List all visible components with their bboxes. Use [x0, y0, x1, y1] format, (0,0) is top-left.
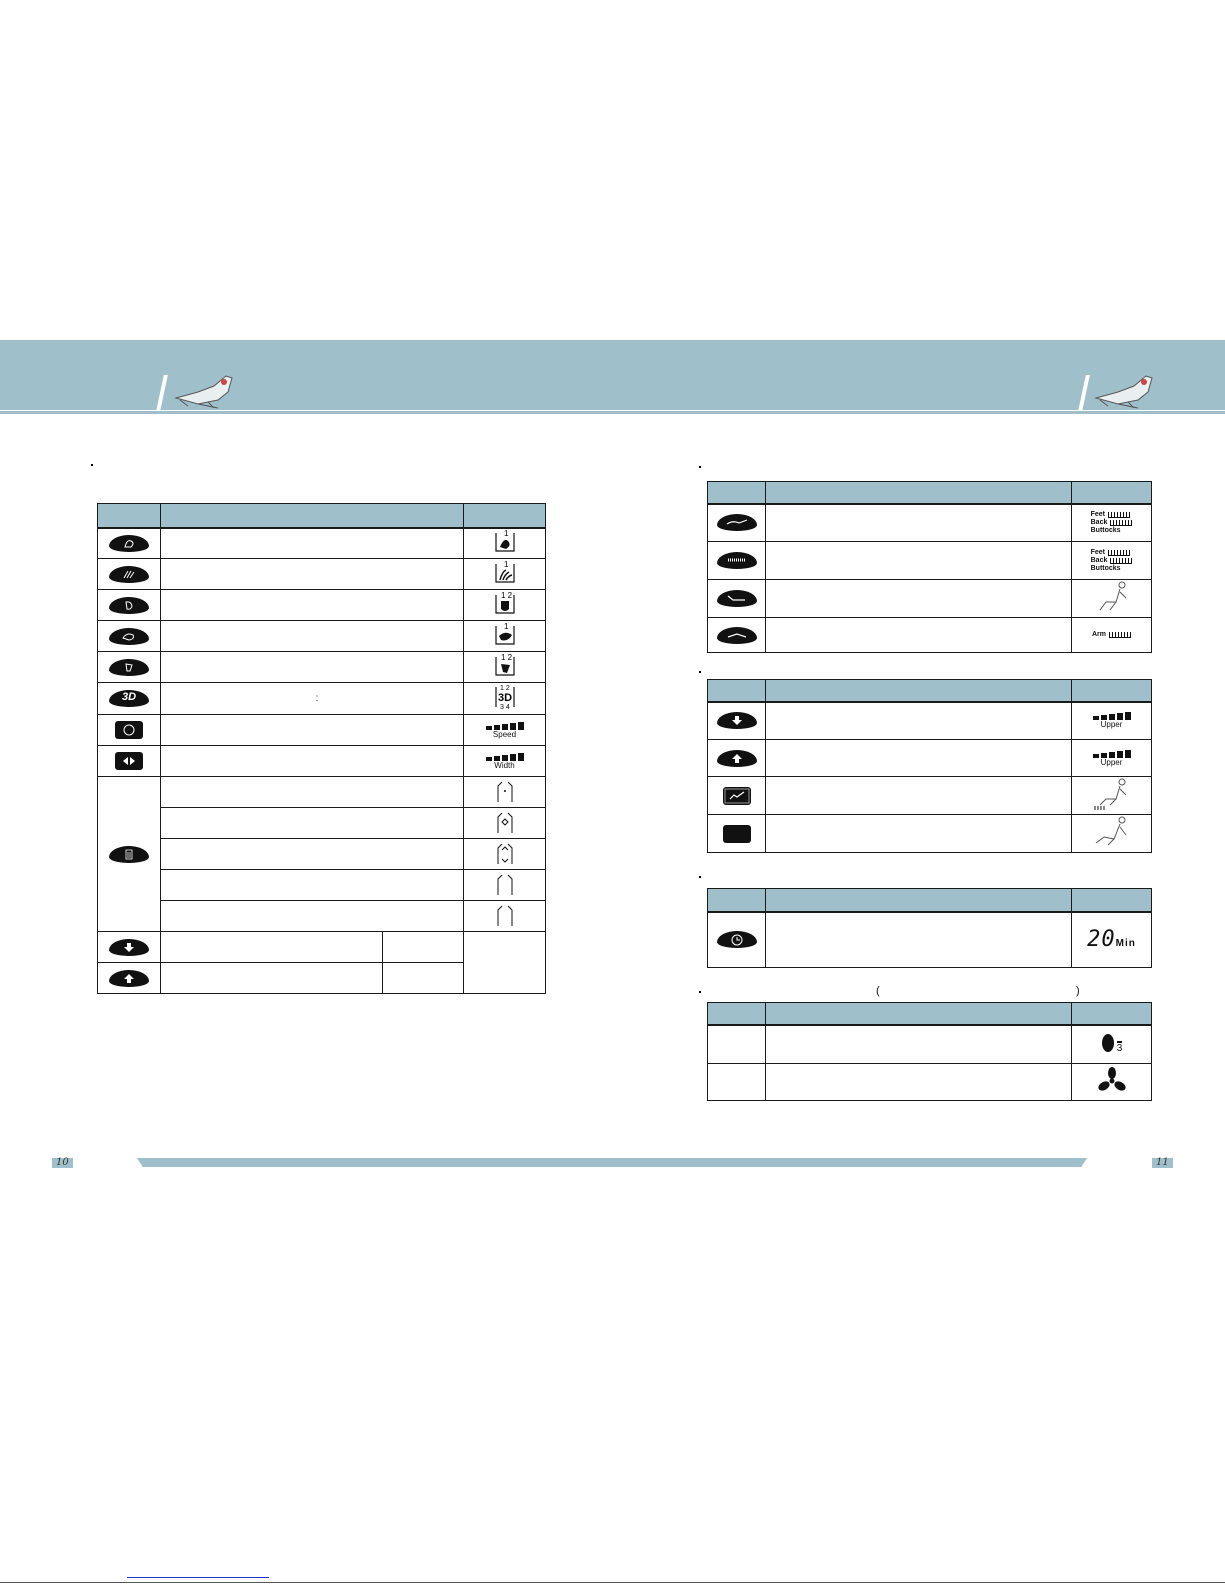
position-up-description	[161, 963, 383, 994]
header-function	[766, 1003, 1072, 1025]
svg-text:1 2: 1 2	[500, 652, 512, 662]
header-display	[1072, 1003, 1152, 1025]
svg-text:1: 1	[503, 559, 508, 569]
section-bullet	[699, 466, 701, 468]
header-rule	[0, 411, 1225, 414]
position-down-note	[383, 932, 464, 963]
airbag-intensity-button[interactable]	[717, 552, 757, 569]
shiatsu-button[interactable]	[109, 628, 149, 645]
footer-link-underline[interactable]	[127, 1577, 269, 1578]
close-paren: )	[1076, 985, 1080, 997]
svg-text:1: 1	[503, 528, 508, 538]
svg-text:1: 1	[503, 621, 508, 631]
upper-level-display-2: Upper	[1093, 749, 1131, 767]
upper-level-display-1: Upper	[1093, 711, 1131, 729]
svg-text:1 2: 1 2	[500, 590, 512, 600]
heat-fan-table	[707, 1002, 1152, 1101]
heat-description	[766, 1025, 1072, 1064]
zero-gravity-button[interactable]	[723, 825, 751, 843]
svg-text:3 4: 3 4	[499, 704, 510, 711]
airbag-full-description	[766, 504, 1072, 542]
timer-table	[707, 888, 1152, 968]
header-display	[1072, 482, 1152, 504]
clapping-description	[161, 590, 464, 621]
tapping-description	[161, 559, 464, 590]
svg-text:1 2: 1 2	[499, 685, 510, 692]
timer-button[interactable]	[717, 931, 757, 948]
recline-description	[766, 777, 1072, 815]
3d-description: :	[161, 683, 464, 715]
svg-text:3D: 3D	[497, 692, 512, 704]
fan-description	[766, 1064, 1072, 1101]
position-up-button[interactable]	[109, 970, 149, 987]
arm-airbag-description	[766, 618, 1072, 653]
arm-airbag-button[interactable]	[717, 627, 757, 644]
header-button	[708, 1003, 766, 1025]
3d-button-label: 3D	[121, 691, 137, 703]
recline-button[interactable]	[723, 787, 751, 805]
header-button	[708, 680, 766, 702]
heat-display: 3	[1101, 1032, 1123, 1054]
position-full-icon	[494, 902, 516, 928]
section-bullet	[699, 991, 701, 993]
position-down-description	[161, 932, 383, 963]
position-whole-description	[161, 870, 464, 901]
zero-gravity-description	[766, 815, 1072, 853]
airbag-full-button[interactable]	[717, 514, 757, 531]
clapping-button[interactable]	[109, 597, 149, 614]
fan-button-cell[interactable]	[708, 1064, 766, 1101]
clapping-display-icon	[492, 591, 518, 617]
position-section-description	[161, 839, 464, 870]
speed-description	[161, 715, 464, 746]
speed-level-display: Speed	[486, 721, 524, 739]
footer-bar	[137, 1158, 1087, 1167]
3d-button[interactable]	[109, 690, 149, 707]
heat-button-cell[interactable]	[708, 1025, 766, 1064]
airbag-intensity-display: Feet Back Buttocks	[1091, 549, 1133, 573]
seated-figure-icon	[1090, 580, 1134, 614]
recline-figure-icon	[1090, 777, 1134, 811]
section-bullet	[699, 876, 701, 878]
arm-airbag-display: Arm	[1072, 631, 1151, 639]
page-number-left: 10	[52, 1158, 73, 1168]
heat-icon	[1101, 1032, 1115, 1054]
knocking-description	[161, 652, 464, 683]
shiatsu-display-icon	[492, 622, 518, 648]
massage-chair-logo-left	[168, 370, 238, 410]
airbag-table	[707, 481, 1152, 653]
page-number-right: 11	[1152, 1158, 1173, 1168]
airbag-full-display: Feet Back Buttocks	[1091, 511, 1133, 535]
shiatsu-description	[161, 621, 464, 652]
width-button[interactable]	[115, 752, 143, 770]
recline-table	[707, 679, 1152, 853]
position-partial-description	[161, 808, 464, 839]
width-level-display: Width	[486, 752, 524, 770]
header-function	[766, 680, 1072, 702]
kneading-display-icon	[492, 529, 518, 555]
leg-airbag-button[interactable]	[717, 590, 757, 607]
speed-button[interactable]	[115, 721, 143, 739]
kneading-description	[161, 528, 464, 559]
header-button	[708, 889, 766, 912]
open-paren: (	[876, 985, 880, 997]
header-display	[1072, 889, 1152, 912]
airbag-intensity-description	[766, 542, 1072, 580]
tapping-button[interactable]	[109, 566, 149, 583]
section-bullet	[91, 464, 93, 466]
timer-display: 20Min	[1087, 927, 1136, 953]
bottom-rule	[0, 1582, 1225, 1583]
knocking-display-icon	[492, 653, 518, 679]
header-function	[766, 889, 1072, 912]
width-description	[161, 746, 464, 777]
move-up-description	[766, 740, 1072, 777]
section-bullet	[699, 671, 701, 673]
header-button	[708, 482, 766, 504]
leg-airbag-description	[766, 580, 1072, 618]
move-down-button[interactable]	[717, 712, 757, 729]
massage-chair-logo-right	[1088, 370, 1158, 410]
knocking-button[interactable]	[109, 659, 149, 676]
manual-massage-table	[97, 503, 546, 994]
header-button	[98, 504, 161, 528]
position-partial-icon	[494, 809, 516, 835]
position-point-description	[161, 777, 464, 808]
position-section-icon	[494, 840, 516, 866]
header-display	[464, 504, 546, 528]
position-up-note	[383, 963, 464, 994]
header-function	[161, 504, 464, 528]
position-down-button[interactable]	[109, 939, 149, 956]
tapping-display-icon	[492, 560, 518, 586]
position-adjust-display	[464, 932, 546, 994]
position-button[interactable]	[109, 846, 149, 863]
position-point-icon	[494, 778, 516, 804]
move-down-description	[766, 702, 1072, 740]
3d-display-icon	[492, 683, 518, 711]
header-display	[1072, 680, 1152, 702]
header-function	[766, 482, 1072, 504]
position-whole-icon	[494, 871, 516, 897]
timer-description	[766, 912, 1072, 968]
zero-gravity-figure-icon	[1090, 815, 1134, 849]
move-up-button[interactable]	[717, 750, 757, 767]
position-full-description	[161, 901, 464, 932]
fan-icon	[1096, 1066, 1128, 1096]
kneading-button[interactable]	[109, 535, 149, 552]
